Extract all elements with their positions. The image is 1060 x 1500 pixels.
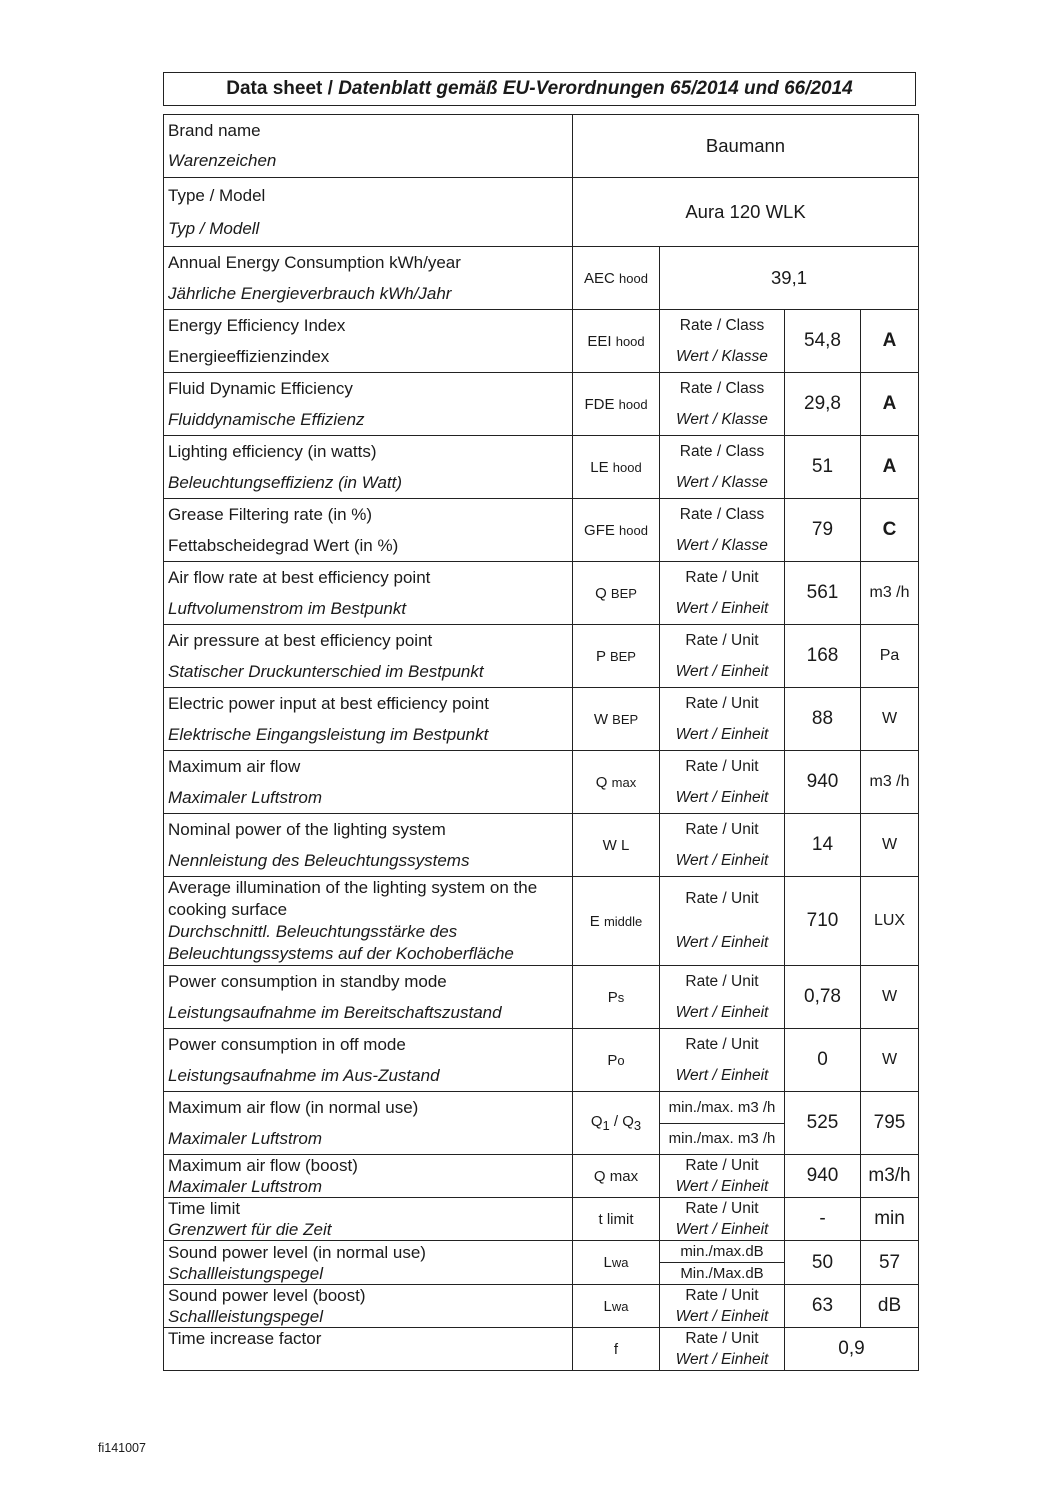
row-ps: Power consumption in standby mode Leistungsaufnahme im Bereitschaftszustand Ps Rate / Unit Wert / Einheit 0,78 W xyxy=(164,966,919,1029)
po-symbol: Po xyxy=(573,1029,660,1092)
lwa-boost-value: 63 xyxy=(785,1285,861,1328)
tif-symbol: f xyxy=(573,1328,660,1371)
qboost-value: 940 xyxy=(785,1155,861,1198)
row-brand xyxy=(164,115,919,178)
wl-value: 14 xyxy=(785,814,861,877)
brand-value: Baumann xyxy=(573,115,919,178)
row-qmax: Maximum air flow Maximaler Luftstrom Q max Rate / Unit Wert / Einheit 940 m3 /h xyxy=(164,751,919,814)
lwa-minmax-2: Min./Max.dB xyxy=(660,1263,785,1285)
qnormal-minmax-1: min./max. m3 /h xyxy=(660,1092,785,1124)
qbep-value: 561 xyxy=(785,562,861,625)
fde-symbol: FDE hood xyxy=(573,373,660,436)
lwa-minmax-1: min./max.dB xyxy=(660,1241,785,1263)
brand-label: Brand name Warenzeichen xyxy=(164,115,573,178)
qbep-unit: m3 /h xyxy=(861,562,919,625)
le-value: 51 xyxy=(785,436,861,499)
gfe-symbol: GFE hood xyxy=(573,499,660,562)
qmax-symbol: Q max xyxy=(573,751,660,814)
qmax-unit: m3 /h xyxy=(861,751,919,814)
row-eei: Energy Efficiency Index Energieeffizienzindex EEI hood Rate / Class Wert / Klasse 54,8 A xyxy=(164,310,919,373)
row-qbep: Air flow rate at best efficiency point Luftvolumenstrom im Bestpunkt Q BEP Rate / Unit Wert / Einheit 561 m3 /h xyxy=(164,562,919,625)
model-label: Type / Model Typ / Modell xyxy=(164,178,573,247)
ps-value: 0,78 xyxy=(785,966,861,1029)
title-english: Data sheet / xyxy=(226,78,333,99)
le-symbol: LE hood xyxy=(573,436,660,499)
qnormal-max: 795 xyxy=(861,1092,919,1155)
wl-unit: W xyxy=(861,814,919,877)
row-tlimit: Time limit Grenzwert für die Zeit t limit Rate / Unit Wert / Einheit - min xyxy=(164,1198,919,1241)
le-class: A xyxy=(861,436,919,499)
qnormal-symbol: $Q_1 / Q_3$ xyxy=(573,1092,660,1155)
emiddle-unit: LUX xyxy=(861,877,919,966)
qboost-unit: m3/h xyxy=(861,1155,919,1198)
row-lwa-normal: Sound power level (in normal use) Schallleistungspegel Lwa min./max.dB 50 57 xyxy=(164,1241,919,1263)
wbep-unit: W xyxy=(861,688,919,751)
po-value: 0 xyxy=(785,1029,861,1092)
lwa-normal-min: 50 xyxy=(785,1241,861,1285)
qnormal-min: 525 xyxy=(785,1092,861,1155)
aec-symbol: AEC hood xyxy=(573,247,660,310)
tif-value: 0,9 xyxy=(785,1328,919,1371)
row-fde: Fluid Dynamic Efficiency Fluiddynamische Effizienz FDE hood Rate / Class Wert / Klasse 29,8 A xyxy=(164,373,919,436)
qboost-symbol: Q max xyxy=(573,1155,660,1198)
pbep-unit: Pa xyxy=(861,625,919,688)
eei-class: A xyxy=(861,310,919,373)
document-code: fi141007 xyxy=(98,1441,146,1455)
eei-symbol: EEI hood xyxy=(573,310,660,373)
ps-unit: W xyxy=(861,966,919,1029)
qnormal-minmax-2: min./max. m3 /h xyxy=(660,1123,785,1155)
tlimit-symbol: t limit xyxy=(573,1198,660,1241)
sheet-title xyxy=(163,72,916,106)
row-aec: Annual Energy Consumption kWh/year Jährliche Energieverbrauch kWh/Jahr AEC hood 39,1 xyxy=(164,247,919,310)
ps-symbol: Ps xyxy=(573,966,660,1029)
row-tif: Time increase factor f Rate / Unit Wert / Einheit 0,9 xyxy=(164,1328,919,1371)
emiddle-symbol: E middle xyxy=(573,877,660,966)
aec-value: 39,1 xyxy=(660,247,919,310)
tlimit-unit: min xyxy=(861,1198,919,1241)
row-gfe: Grease Filtering rate (in %) Fettabscheidegrad Wert (in %) GFE hood Rate / Class Wert / Klasse 79 C xyxy=(164,499,919,562)
po-unit: W xyxy=(861,1029,919,1092)
fde-value: 29,8 xyxy=(785,373,861,436)
row-qnormal: Maximum air flow (in normal use) Maximaler Luftstrom $Q_1 / Q_3$ min./max. m3 /h 525 795 xyxy=(164,1092,919,1124)
wbep-symbol: W BEP xyxy=(573,688,660,751)
emiddle-value: 710 xyxy=(785,877,861,966)
gfe-value: 79 xyxy=(785,499,861,562)
row-wbep: Electric power input at best efficiency point Elektrische Eingangsleistung im Bestpunkt W BEP Rate / Unit Wert / Einheit 88 W xyxy=(164,688,919,751)
wl-symbol: W L xyxy=(573,814,660,877)
lwa-boost-unit: dB xyxy=(861,1285,919,1328)
qmax-value: 940 xyxy=(785,751,861,814)
row-po: Power consumption in off mode Leistungsaufnahme im Aus-Zustand Po Rate / Unit Wert / Einheit 0 W xyxy=(164,1029,919,1092)
wbep-value: 88 xyxy=(785,688,861,751)
row-model xyxy=(164,178,919,247)
row-le: Lighting efficiency (in watts) Beleuchtungseffizienz (in Watt) LE hood Rate / Class Wert / Klasse 51 A xyxy=(164,436,919,499)
data-sheet-table xyxy=(163,114,919,1371)
eei-value: 54,8 xyxy=(785,310,861,373)
lwa-normal-symbol: Lwa xyxy=(573,1241,660,1285)
tlimit-value: - xyxy=(785,1198,861,1241)
gfe-class: C xyxy=(861,499,919,562)
row-emiddle: Average illumination of the lighting system on the cooking surface Durchschnittl. Beleuchtungsstärke des Beleuchtungssystems auf der Kochoberfläche E middle Rate / Unit Wert / Einheit 710 LUX xyxy=(164,877,919,966)
fde-class: A xyxy=(861,373,919,436)
row-qboost: Maximum air flow (boost) Maximaler Luftstrom Q max Rate / Unit Wert / Einheit 940 m3/h xyxy=(164,1155,919,1198)
qbep-symbol: Q BEP xyxy=(573,562,660,625)
lwa-boost-symbol: Lwa xyxy=(573,1285,660,1328)
pbep-symbol: P BEP xyxy=(573,625,660,688)
title-german: Datenblatt gemäß EU-Verordnungen 65/2014 und 66/2014 xyxy=(338,78,853,99)
lwa-normal-max: 57 xyxy=(861,1241,919,1285)
row-wl: Nominal power of the lighting system Nennleistung des Beleuchtungssystems W L Rate / Unit Wert / Einheit 14 W xyxy=(164,814,919,877)
row-lwa-boost: Sound power level (boost) Schallleistungspegel Lwa Rate / Unit Wert / Einheit 63 dB xyxy=(164,1285,919,1328)
row-pbep: Air pressure at best efficiency point Statischer Druckunterschied im Bestpunkt P BEP Rate / Unit Wert / Einheit 168 Pa xyxy=(164,625,919,688)
model-value: Aura 120 WLK xyxy=(573,178,919,247)
pbep-value: 168 xyxy=(785,625,861,688)
